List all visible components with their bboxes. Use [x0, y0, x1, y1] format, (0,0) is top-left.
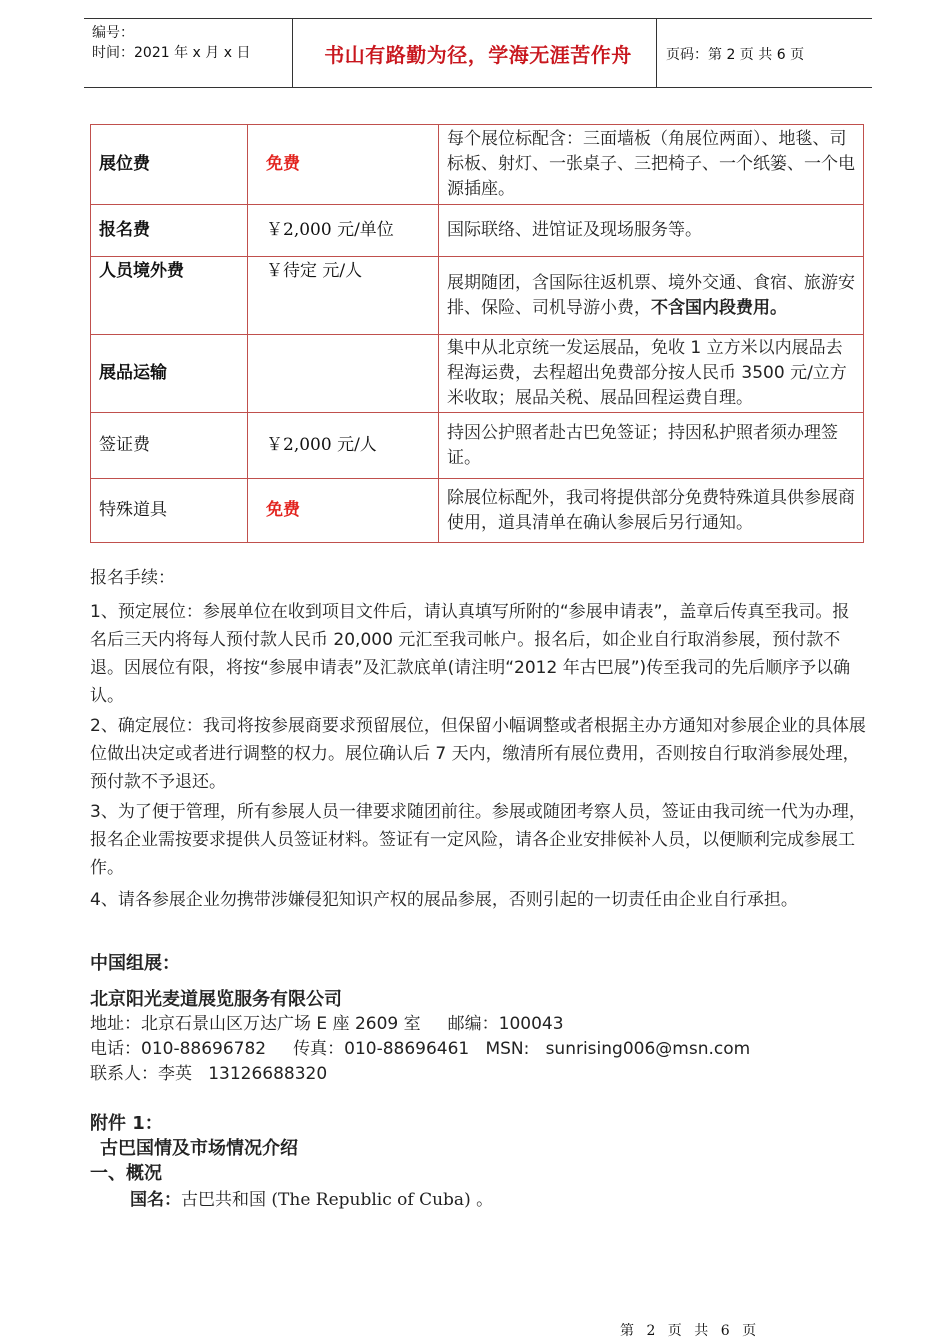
row-name: 报名费: [91, 205, 248, 257]
registration-item-4: 4、请各参展企业勿携带涉嫌侵犯知识产权的展品参展，否则引起的一切责任由企业自行承担。: [90, 890, 798, 910]
row-price: ￥待定 元/人: [248, 257, 439, 335]
attachment-title: 古巴国情及市场情况介绍: [100, 1138, 298, 1159]
table-row: [91, 479, 864, 543]
row-price: ￥2,000 元/人: [248, 413, 439, 479]
organizer-address: 地址：北京石景山区万达广场 E 座 2609 室 邮编：100043: [90, 1014, 564, 1034]
header-page-number: 页码：第 2 页 共 6 页: [666, 47, 805, 63]
row-name: 签证费: [91, 413, 248, 479]
row-name: 展品运输: [91, 335, 248, 413]
table-row: [91, 205, 864, 257]
attachment-label: 附件 1：: [90, 1113, 163, 1134]
registration-item-3: 3、为了便于管理，所有参展人员一律要求随团前往。参展或随团考察人员，签证由我司统一代为办理，报名企业需按要求提供人员签证材料。签证有一定风险，请各企业安排候补人员，以便顺利完成参展工作。: [90, 802, 866, 878]
row-desc: 集中从北京统一发运展品，免收 1 立方米以内展品去程海运费，去程超出免费部分按人民币 3500 元/立方米收取；展品关税、展品回程运费自理。: [439, 335, 864, 413]
country-label: 国名：: [130, 1190, 181, 1210]
row-desc: 每个展位标配含：三面墙板（角展位两面）、地毯、司标板、射灯、一张桌子、三把椅子、一个纸篓、一个电源插座。: [439, 125, 864, 205]
country-line: [130, 1186, 906, 1214]
registration-item-2: 2、确定展位：我司将按参展商要求预留展位，但保留小幅调整或者根据主办方通知对参展企业的具体展位做出决定或者进行调整的权力。展位确认后 7 天内，缴清所有展位费用，否则按自行取消参展处理，预付款不予退还。: [90, 716, 866, 792]
row-desc: 国际联络、进馆证及现场服务等。: [439, 205, 864, 257]
organizer-phone: 电话：010-88696782 传真：010-88696461 MSN: sunrising006@msn.com: [90, 1039, 751, 1059]
row-desc: 除展位标配外，我司将提供部分免费特殊道具供参展商使用，道具清单在确认参展后另行通知。: [439, 479, 864, 543]
country-value: 古巴共和国 (The Republic of Cuba) 。: [181, 1190, 494, 1210]
organizer-title: 中国组展：: [90, 953, 180, 974]
header-divider: [292, 19, 293, 87]
header-divider: [656, 19, 657, 87]
page-footer: 第 2 页 共 6 页: [620, 1323, 761, 1339]
table-row: [91, 413, 864, 479]
row-price: 免费: [248, 125, 439, 205]
attachment-section: 一、概况: [90, 1163, 162, 1184]
row-price: ￥2,000 元/单位: [248, 205, 439, 257]
fees-table: [90, 124, 864, 543]
doc-date: 时间：2021 年 x 月 x 日: [92, 45, 251, 61]
row-desc: 持因公护照者赴古巴免签证；持因私护照者须办理签证。: [439, 413, 864, 479]
organizer-company: 北京阳光麦道展览服务有限公司: [90, 989, 342, 1010]
row-desc-bold: 不含国内段费用。: [651, 297, 787, 318]
row-name: 特殊道具: [91, 479, 248, 543]
registration-title: 报名手续：: [90, 568, 175, 588]
doc-number: 编号：: [92, 25, 134, 41]
table-row: [91, 125, 864, 205]
registration-item-1: 1、预定展位：参展单位在收到项目文件后，请认真填写所附的“参展申请表”，盖章后传真至我司。报名后三天内将每人预付款人民币 20,000 元汇至我司帐户。报名后，如企业自行取消参展，预付款不退。因展位有限，将按“参展申请表”及汇款底单(请注明“2012 年古巴展”)传至我司的先后顺序予以确认。: [90, 602, 851, 706]
organizer-contact: 联系人：李英 13126688320: [90, 1064, 328, 1084]
table-row: [91, 257, 864, 335]
row-desc: [439, 257, 864, 335]
page-header: [84, 18, 872, 88]
row-price: 免费: [248, 479, 439, 543]
header-motto: 书山有路勤为径，学海无涯苦作舟: [324, 43, 632, 67]
row-desc-text: 展期随团，含国际往返机票、境外交通、食宿、旅游安排、保险、司机导游小费，: [447, 272, 855, 318]
row-price: [248, 335, 439, 413]
table-row: [91, 335, 864, 413]
row-name: 展位费: [91, 125, 248, 205]
header-meta: [92, 23, 250, 63]
row-name: 人员境外费: [91, 257, 248, 335]
